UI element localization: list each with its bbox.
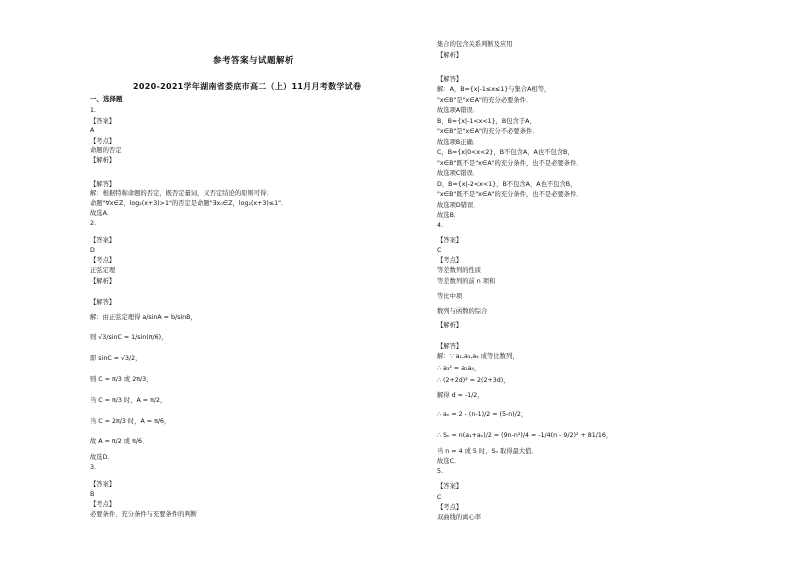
solution-text: 故选项B正确． xyxy=(437,139,480,146)
exam-subtitle: 2020-2021学年湖南省娄底市高二（上）11月月考数学试卷 xyxy=(133,82,362,91)
solution-formula: ∴ a₃² = a₁a₄， xyxy=(437,365,481,372)
answer-label: 【答案】 xyxy=(90,237,116,244)
page-title: 参考答案与试题解析 xyxy=(213,56,295,66)
solution-formula: 即 sinC = √3/2， xyxy=(90,355,142,362)
solution-text: 故选B． xyxy=(437,212,461,219)
solution-label: 【解答】 xyxy=(437,343,463,350)
answer-value: C xyxy=(437,494,442,501)
answer-label: 【答案】 xyxy=(437,483,463,490)
topic-value: 等比中项 xyxy=(437,293,463,300)
solution-label: 【解答】 xyxy=(437,76,463,83)
solution-text: "x∈B"是"x∈A"的充分不必要条件． xyxy=(437,128,539,135)
topic-value: 等差数列的性质 xyxy=(437,267,482,274)
section-heading: 一、选择题 xyxy=(90,95,123,103)
solution-label: 【解答】 xyxy=(90,299,116,306)
solution-text: 故选项C错误． xyxy=(437,170,480,177)
topic-value: 命题的否定 xyxy=(90,147,122,154)
solution-formula: 解：由正弦定理得 a/sinA = b/sinB， xyxy=(90,314,197,321)
solution-text: "x∈B"既不是"x∈A"的充分条件，也不是必要条件． xyxy=(437,191,583,198)
topic-label: 【考点】 xyxy=(437,504,463,511)
solution-formula: 当 C = π/3 时，A = π/2， xyxy=(90,397,167,404)
solution-formula: 解：∵ a₁,a₃,a₄ 成等比数列， xyxy=(437,353,519,360)
question-number: 4. xyxy=(437,222,444,229)
question-number: 1. xyxy=(90,107,97,114)
solution-formula: 故 A = π/2 或 π/6． xyxy=(90,438,149,445)
question-number: 5. xyxy=(437,468,444,475)
analysis-label: 【解析】 xyxy=(437,52,463,59)
topic-value: 正弦定理 xyxy=(90,267,116,274)
topic-label: 【考点】 xyxy=(90,501,116,508)
answer-value: A xyxy=(90,127,95,134)
answer-value: B xyxy=(90,491,95,498)
solution-text: 解：根据特称命题的否定，既否定量词，又否定结论的原则可得： xyxy=(90,190,273,197)
solution-text: C，B={x|0<x<2}，B不包含A，A也不包含B， xyxy=(437,149,574,156)
question-number: 3. xyxy=(90,464,97,471)
answer-label: 【答案】 xyxy=(437,237,463,244)
solution-text: "x∈B"是"x∈A"的充分必要条件． xyxy=(437,97,533,104)
question-number: 2. xyxy=(90,220,97,227)
solution-text: 故选C． xyxy=(437,458,461,465)
solution-text: B，B={x|-1<x<1}，B包含于A， xyxy=(437,118,536,125)
topic-label: 【考点】 xyxy=(90,138,116,145)
solution-text: 当 n = 4 或 5 时，Sₙ 取得最大值． xyxy=(437,448,538,455)
topic-value: 等差数列的前 n 项和 xyxy=(437,278,496,285)
answer-value: D xyxy=(90,247,95,254)
topic-value: 数列与函数的综合 xyxy=(437,308,488,315)
topic-label: 【考点】 xyxy=(90,257,116,264)
topic-value: 必要条件、充分条件与充要条件的判断 xyxy=(90,511,198,518)
solution-text: 解：A，B={x|-1≤x≤1}与集合A相等， xyxy=(437,86,551,93)
topic-value: 集合的包含关系判断及应用 xyxy=(437,41,513,48)
solution-text: 故选项A错误． xyxy=(437,107,480,114)
solution-text: 故选项D错误． xyxy=(437,202,480,209)
solution-formula: 解得 d = -1/2， xyxy=(437,392,484,399)
answer-label: 【答案】 xyxy=(90,481,116,488)
topic-label: 【考点】 xyxy=(437,257,463,264)
solution-formula: ∴ (2+2d)² = 2(2+3d)， xyxy=(437,377,510,384)
solution-formula: 则 C = π/3 或 2π/3， xyxy=(90,376,153,383)
solution-text: 故选A． xyxy=(90,210,114,217)
analysis-label: 【解析】 xyxy=(90,157,116,164)
topic-value: 双曲线的离心率 xyxy=(437,514,482,521)
answer-label: 【答案】 xyxy=(90,118,116,125)
solution-text: 故选D． xyxy=(90,454,114,461)
solution-text: D，B={x|-2<x<1}，B不包含A，A也不包含B， xyxy=(437,181,577,188)
solution-formula: 则 √3/sinC = 1/sin(π/6)， xyxy=(90,334,168,341)
solution-formula: 当 C = 2π/3 时，A = π/6， xyxy=(90,418,171,425)
analysis-label: 【解析】 xyxy=(90,278,116,285)
solution-formula: ∴ aₙ = 2 - (n-1)/2 = (5-n)/2， xyxy=(437,411,528,418)
analysis-label: 【解析】 xyxy=(437,322,463,329)
solution-text: 命题"∀x∈Z，log₂(x+3)>1"的否定是命题"∃x₀∈Z，log₂(x+3)≤1"． xyxy=(90,200,288,207)
answer-value: C xyxy=(437,247,442,254)
solution-label: 【解答】 xyxy=(90,181,116,188)
solution-formula: ∴ Sₙ = n(a₁+aₙ)/2 = (9n-n²)/4 = -1/4(n - 9/2)² + 81/16， xyxy=(437,432,613,439)
solution-text: "x∈B"既不是"x∈A"的充分条件，也不是必要条件． xyxy=(437,160,583,167)
